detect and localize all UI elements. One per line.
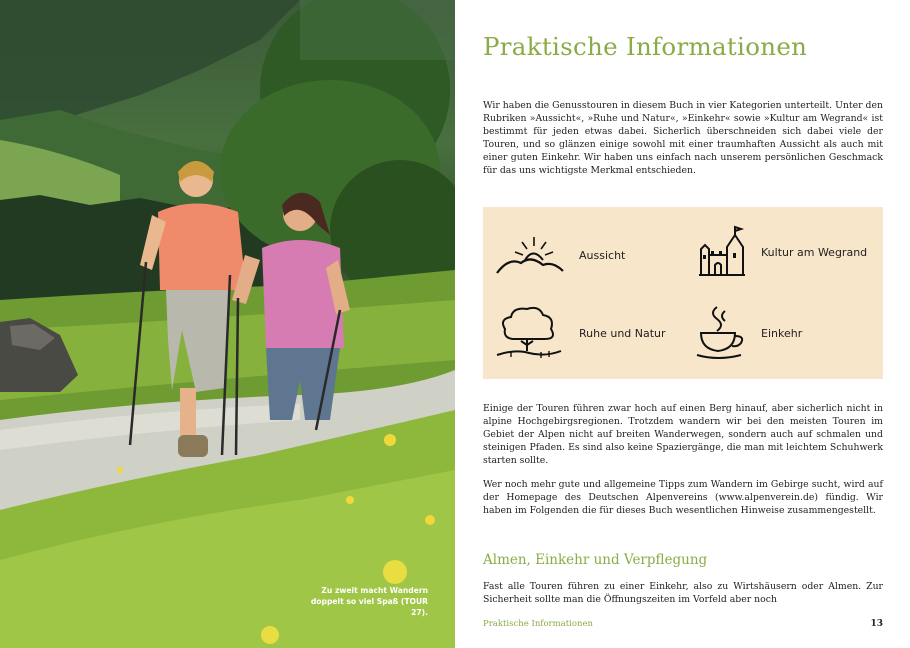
page-title: Praktische Informationen: [483, 32, 808, 61]
category-label: Aussicht: [579, 248, 626, 262]
page-number: 13: [870, 619, 883, 629]
category-kultur: [695, 225, 867, 279]
text-page: [455, 0, 910, 648]
category-einkehr: [695, 305, 802, 361]
section-heading: Almen, Einkehr und Verpflegung: [483, 552, 708, 568]
sun-mountain-icon: [495, 233, 565, 277]
categories-box: [483, 207, 883, 379]
category-label: Einkehr: [761, 326, 803, 340]
category-ruhe: [495, 305, 666, 361]
coffee-cup-icon: [695, 305, 747, 361]
category-aussicht: [495, 233, 625, 277]
photo-caption: [300, 585, 428, 618]
intro-paragraph: Wir haben die Genusstouren in diesem Buch in vier Kategorien unterteilt. Unter den Rubriken »Aussicht«, »Ruhe und Natur«, »Einkehr« sowie »Kultur am Wegrand« ist bestimmt für jeden etwas dabei. Sicherlich überschneiden sich dabei viele der Touren, und so glänzen einige sowohl mit einer traumhaften Aussicht als auch mit einer guten Einkehr. Wir haben uns einfach nach unserem persönlichen Geschmack für das uns wichtigste Merkmal entschieden.: [483, 100, 883, 176]
photo-caption-line-1: Zu zweit macht Wandern: [321, 586, 428, 595]
alpine-paragraph: Einige der Touren führen zwar hoch auf einen Berg hinauf, aber sicherlich nicht in alpine Hochgebirgsregionen. Trotzdem wandern wir bei den meisten Touren im Gebiet der Alpen nicht auf breiten Wanderwegen, sondern auch auf schmalen und steinigen Pfaden. Es sind also keine Spaziergänge, die man mit leichtem Schuhwerk starten sollte.: [483, 403, 883, 466]
tips-paragraph: Wer noch mehr gute und allgemeine Tipps zum Wandern im Gebirge sucht, wird auf der Homepage des Deutschen Alpenvereins (www.alpenverein.de) fündig. Wir haben im Folgenden die für dieses Buch wesentlichen Hinweise zusammengestellt.: [483, 479, 883, 516]
tree-icon: [495, 305, 565, 361]
running-footer: Praktische Informationen: [483, 619, 593, 629]
almen-paragraph: Fast alle Touren führen zu einer Einkehr, also zu Wirtshäusern oder Almen. Zur Sicherheit sollte man die Öffnungszeiten im Vorfeld aber noch: [483, 581, 883, 605]
category-label: Ruhe und Natur: [579, 326, 666, 340]
photo-caption-line-2: doppelt so viel Spaß (TOUR 27).: [310, 597, 428, 617]
castle-icon: [695, 225, 747, 279]
category-label: Kultur am Wegrand: [761, 245, 868, 259]
